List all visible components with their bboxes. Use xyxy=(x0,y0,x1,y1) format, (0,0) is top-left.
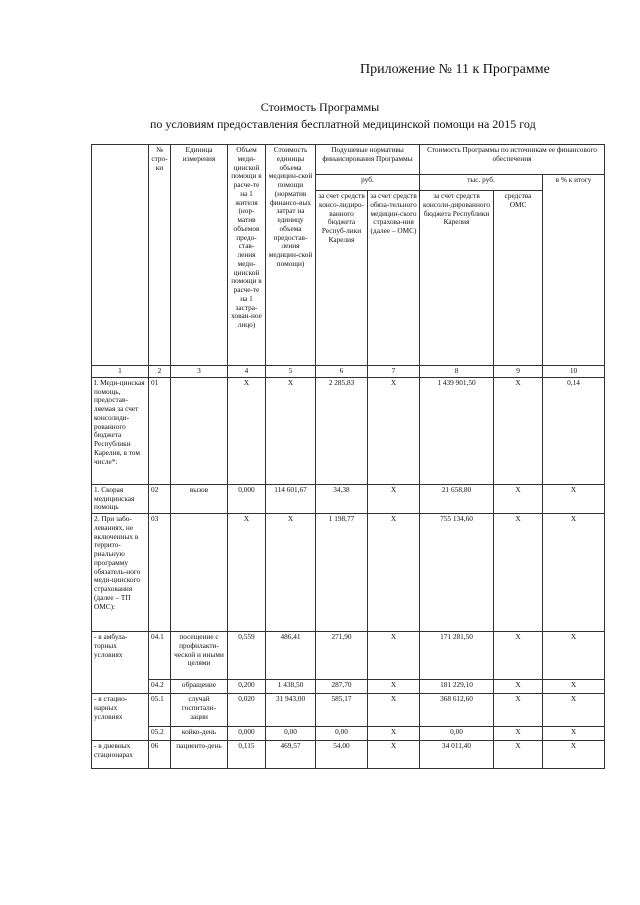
row-percent: Х xyxy=(543,514,605,632)
column-number: 8 xyxy=(420,366,494,378)
row-code: 04.1 xyxy=(149,632,171,680)
row-budget-cost: 368 612,60 xyxy=(420,694,494,727)
row-oms-cost: Х xyxy=(494,741,543,769)
row-percent: Х xyxy=(543,632,605,680)
header-budget-per-capita: за счет средств консо-лидиро-ванного бюджета Респуб-лики Карелия xyxy=(316,191,368,366)
row-budget-per-capita: 34,38 xyxy=(316,484,368,513)
row-code: 05.2 xyxy=(149,727,171,741)
row-label: - в дневных стационарах xyxy=(92,741,149,769)
header-rub-unit: руб. xyxy=(316,175,420,191)
row-percent: Х xyxy=(543,741,605,769)
row-volume: 0,000 xyxy=(228,484,266,513)
row-volume: Х xyxy=(228,514,266,632)
row-code: 01 xyxy=(149,377,171,484)
row-unit-cost: 31 943,00 xyxy=(266,694,316,727)
row-volume: Х xyxy=(228,377,266,484)
row-code: 02 xyxy=(149,484,171,513)
header-budget-cost: за счет средств консоли-дированного бюджета Республики Карелия xyxy=(420,191,494,366)
header-cost-group: Стоимость Программы по источникам ее финансового обеспечения xyxy=(420,145,605,175)
row-unit-cost: 469,57 xyxy=(266,741,316,769)
table-row xyxy=(92,727,605,741)
row-label: - в амбула-торных условиях xyxy=(92,632,149,694)
header-volume: Объем меди-цинской помощи в расче-те на 1 жителя (нор-матив объемов предо-став-ления меди-цинской помощи в расче-те на 1 застра-хован-ное лицо) xyxy=(228,145,266,366)
row-unit xyxy=(171,377,228,484)
row-unit-cost: 1 438,50 xyxy=(266,680,316,694)
row-percent: Х xyxy=(543,727,605,741)
row-oms-cost: Х xyxy=(494,484,543,513)
header-oms-cost: средства ОМС xyxy=(494,191,543,366)
row-percent: Х xyxy=(543,694,605,727)
row-oms-per-capita: Х xyxy=(368,741,420,769)
row-budget-per-capita: 287,70 xyxy=(316,680,368,694)
row-unit: пациенто-день xyxy=(171,741,228,769)
table-row xyxy=(92,741,605,769)
row-budget-per-capita: 2 285,83 xyxy=(316,377,368,484)
row-label: 2. При забо-леваниях, не включенных в террито-риальную программу обязатель-ного меди-цинского страхования (далее – ТП ОМС): xyxy=(92,514,149,632)
table-row xyxy=(92,377,605,484)
row-unit-cost: 486,41 xyxy=(266,632,316,680)
row-unit-cost: 0,00 xyxy=(266,727,316,741)
row-budget-cost: 171 281,50 xyxy=(420,632,494,680)
document-subtitle: по условиям предоставления бесплатной медицинской помощи на 2015 год xyxy=(150,117,536,131)
row-unit: койко-день xyxy=(171,727,228,741)
row-volume: 0,000 xyxy=(228,727,266,741)
column-number: 7 xyxy=(368,366,420,378)
header-unit: Единица измерения xyxy=(171,145,228,366)
column-number: 4 xyxy=(228,366,266,378)
column-number: 5 xyxy=(266,366,316,378)
row-label: I. Меди-цинская помощь, предостав-ляемая за счет консолиди-рованного бюджета Республики Карелия, в том числе*: xyxy=(92,377,149,484)
header-col-1 xyxy=(92,145,149,366)
row-percent: Х xyxy=(543,484,605,513)
row-oms-per-capita: Х xyxy=(368,727,420,741)
row-label: - в стацио-нарных условиях xyxy=(92,694,149,741)
row-oms-per-capita: Х xyxy=(368,680,420,694)
row-percent: 0,14 xyxy=(543,377,605,484)
table-row xyxy=(92,514,605,632)
cost-table xyxy=(91,144,605,769)
column-number: 1 xyxy=(92,366,149,378)
column-number: 6 xyxy=(316,366,368,378)
row-unit-cost: 114 601,67 xyxy=(266,484,316,513)
row-label: 1. Скорая медицинская помощь xyxy=(92,484,149,513)
appendix-label: Приложение № 11 к Программе xyxy=(360,62,550,77)
header-unit-cost: Стоимость единицы объема медицин-ской помощи (норматив финансо-вых затрат на единицу объема предостав-ления медицин-ской помощи) xyxy=(266,145,316,366)
row-oms-per-capita: Х xyxy=(368,632,420,680)
row-unit: случай госпитали-зации xyxy=(171,694,228,727)
table-row xyxy=(92,632,605,680)
row-unit: вызов xyxy=(171,484,228,513)
row-volume: 0,115 xyxy=(228,741,266,769)
table-row xyxy=(92,694,605,727)
document-title: Стоимость Программы xyxy=(260,100,380,114)
table-row xyxy=(92,484,605,513)
row-budget-cost: 181 229,10 xyxy=(420,680,494,694)
header-per-capita-group: Подушевые нормативы финансирования Программы xyxy=(316,145,420,175)
row-budget-cost: 0,00 xyxy=(420,727,494,741)
row-oms-cost: Х xyxy=(494,727,543,741)
row-budget-per-capita: 0,00 xyxy=(316,727,368,741)
column-number: 3 xyxy=(171,366,228,378)
row-budget-per-capita: 271,90 xyxy=(316,632,368,680)
column-number: 10 xyxy=(543,366,605,378)
row-oms-per-capita: Х xyxy=(368,514,420,632)
row-budget-per-capita: 54,00 xyxy=(316,741,368,769)
header-thousand-rub-unit: тыс. руб. xyxy=(420,175,543,191)
row-unit-cost: Х xyxy=(266,377,316,484)
row-unit-cost: Х xyxy=(266,514,316,632)
row-budget-cost: 1 439 901,50 xyxy=(420,377,494,484)
column-number: 2 xyxy=(149,366,171,378)
row-percent: Х xyxy=(543,680,605,694)
row-budget-per-capita: 585,17 xyxy=(316,694,368,727)
column-number: 9 xyxy=(494,366,543,378)
row-unit: посещение с профилакти-ческой и иными целями xyxy=(171,632,228,680)
row-volume: 0,559 xyxy=(228,632,266,680)
header-oms-per-capita: за счет средств обяза-тельного медицин-ского страхова-ния (далее – ОМС) xyxy=(368,191,420,366)
row-oms-cost: Х xyxy=(494,632,543,680)
row-budget-cost: 755 134,60 xyxy=(420,514,494,632)
row-oms-per-capita: Х xyxy=(368,484,420,513)
header-percent: в % к итогу xyxy=(543,175,605,366)
row-volume: 0,200 xyxy=(228,680,266,694)
row-unit xyxy=(171,514,228,632)
row-oms-cost: Х xyxy=(494,377,543,484)
row-budget-cost: 34 011,40 xyxy=(420,741,494,769)
row-oms-per-capita: Х xyxy=(368,694,420,727)
header-row-number: № стро-ки xyxy=(149,145,171,366)
row-budget-cost: 21 658,80 xyxy=(420,484,494,513)
row-code: 03 xyxy=(149,514,171,632)
row-code: 04.2 xyxy=(149,680,171,694)
table-row xyxy=(92,680,605,694)
row-code: 05.1 xyxy=(149,694,171,727)
row-budget-per-capita: 1 198,77 xyxy=(316,514,368,632)
row-unit: обращение xyxy=(171,680,228,694)
row-code: 06 xyxy=(149,741,171,769)
row-volume: 0,020 xyxy=(228,694,266,727)
row-oms-cost: Х xyxy=(494,694,543,727)
row-oms-cost: Х xyxy=(494,514,543,632)
row-oms-cost: Х xyxy=(494,680,543,694)
row-oms-per-capita: Х xyxy=(368,377,420,484)
